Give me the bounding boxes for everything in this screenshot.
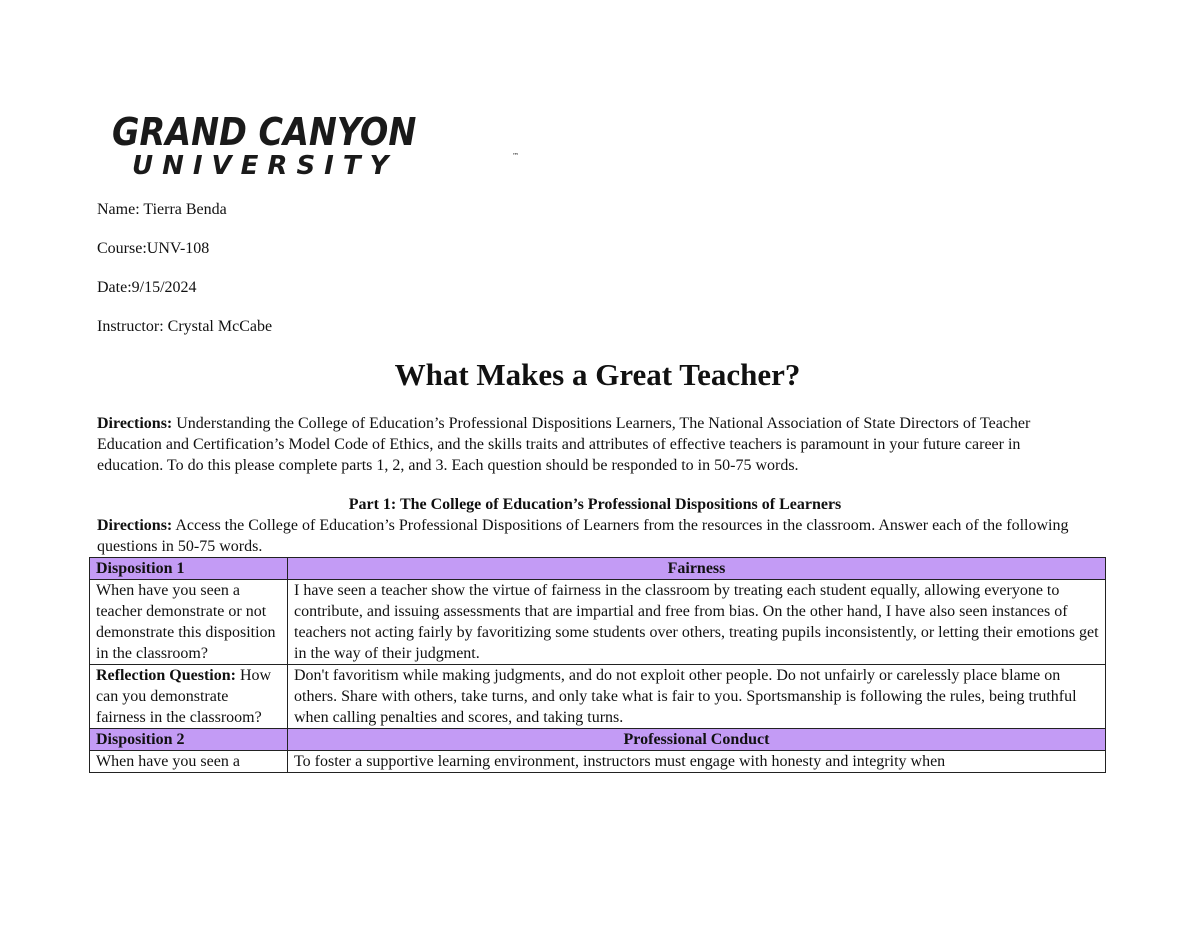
part-1-directions	[97, 515, 1087, 557]
university-logo	[112, 110, 519, 182]
reflection-text: How can you demonstrate fairness in the classroom?	[96, 667, 272, 726]
disposition-2-question: When have you seen a	[90, 751, 288, 773]
logo-line-2: UNIVERSITY	[132, 151, 398, 181]
submission-date: Date:9/15/2024	[97, 279, 197, 296]
page-bottom-margin	[0, 816, 1200, 927]
general-directions	[97, 413, 1087, 476]
logo-trademark: ™	[512, 152, 519, 160]
directions-label: Directions:	[97, 415, 173, 432]
student-name: Name: Tierra Benda	[97, 201, 227, 218]
disposition-1-question-row	[90, 580, 1106, 665]
part-1-directions-label: Directions:	[97, 517, 173, 534]
directions-text: Understanding the College of Education’s Professional Dispositions Learners, The National Association of State Directors of Teacher Education and Certification’s Model Code of Ethics, and the skills traits and attributes of effective teachers is paramount in your future career in education. To do this please complete parts 1, 2, and 3. Each question should be responded to in 50-75 words.	[97, 415, 1031, 474]
disposition-2-answer: To foster a supportive learning environment, instructors must engage with honesty and integrity when	[288, 751, 1106, 773]
disposition-1-reflection-row	[90, 665, 1106, 729]
logo-line-1: GRAND CANYON	[112, 110, 417, 154]
reflection-label: Reflection Question:	[96, 667, 236, 684]
disposition-2-question-row	[90, 751, 1106, 773]
document-title: What Makes a Great Teacher?	[394, 357, 801, 392]
part-1-directions-text: Access the College of Education’s Professional Dispositions of Learners from the resources in the classroom. Answer each of the following questions in 50-75 words.	[97, 517, 1069, 555]
disposition-1-reflection-answer: Don't favoritism while making judgments, and do not exploit other people. Do not unfairly or carelessly place blame on others. Share with others, take turns, and only take what is fair to you. Sportsmanship is following the rules, being truthful when calling penalties and scores, and taking turns.	[288, 665, 1106, 729]
disposition-1-label: Disposition 1	[90, 558, 288, 580]
instructor-name: Instructor: Crystal McCabe	[97, 318, 273, 335]
disposition-1-question: When have you seen a teacher demonstrate or not demonstrate this disposition in the classroom?	[90, 580, 288, 665]
part-1-title: Part 1: The College of Education’s Professional Dispositions of Learners	[348, 496, 842, 513]
dispositions-table	[89, 557, 1106, 773]
disposition-2-label: Disposition 2	[90, 729, 288, 751]
course-code: Course:UNV-108	[97, 240, 210, 257]
disposition-2-header-row	[90, 729, 1106, 751]
disposition-2-name: Professional Conduct	[288, 729, 1106, 751]
disposition-1-header-row	[90, 558, 1106, 580]
disposition-1-answer: I have seen a teacher show the virtue of fairness in the classroom by treating each student equally, allowing everyone to contribute, and issuing assessments that are impartial and free from bias. On the other hand, I have also seen instances of teachers not acting fairly by favoritizing some students over others, treating pupils inconsistently, or letting their emotions get in the way of their judgment.	[288, 580, 1106, 665]
disposition-1-reflection-question	[90, 665, 288, 729]
disposition-1-name: Fairness	[288, 558, 1106, 580]
